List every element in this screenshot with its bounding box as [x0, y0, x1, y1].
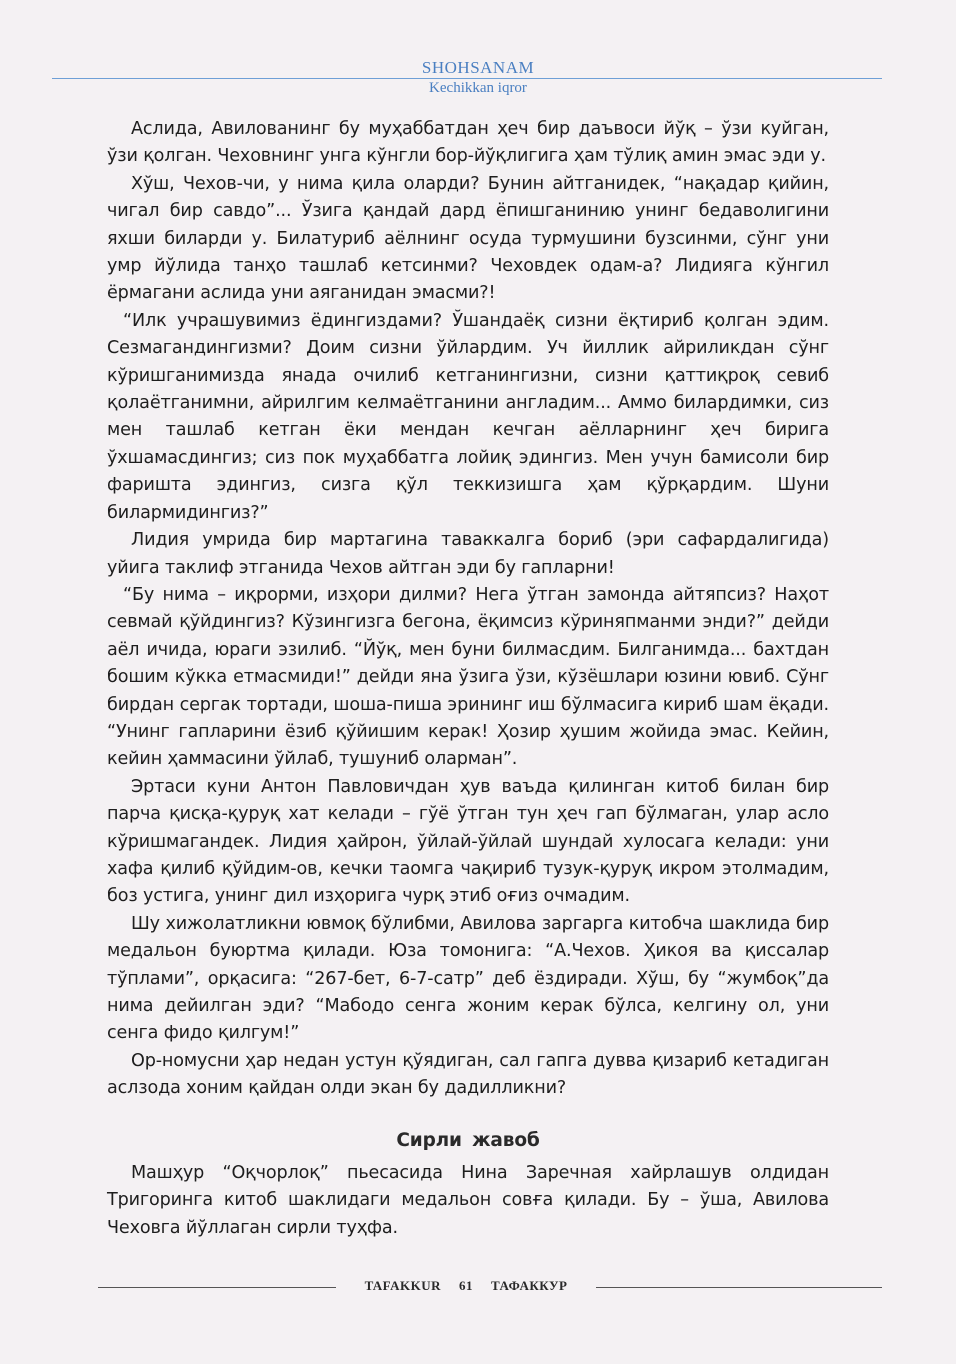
- footer-rule-right: [596, 1287, 882, 1288]
- footer-journal-latin: TAFAKKUR: [364, 1278, 442, 1293]
- article-body: [107, 116, 829, 1242]
- paragraph: “Бу нима – иқрорми, изҳори дилми? Нега ўтган замонда айтяпсиз? Наҳот севмай қўйдингиз? Кўзингизга бегона, ёқимсиз кўриняпманми энди?” дейди аёл ичида, юраги эзилиб. “Йўқ, мен буни билмасдим. Билганимда... бахтдан бошим кўкка етмасмиди!” дейди яна ўзига ўзи, кўзёшлари юзини ювиб. Сўнг бирдан сергак тортади, шоша-пиша эрининг иш бўлмасига кириб шам ёқади. “Унинг гапларини ёзиб қўйишим керак! Ҳозир ҳушим жойида эмас. Кейин, кейин ҳаммасини ўйлаб, тушуниб оларман”.: [107, 584, 829, 770]
- paragraph: Хўш, Чехов-чи, у нима қила оларди? Бунин айтганидек, “нақадар қийин, чигал бир савдо”... Ўзига қандай дард ёпишганинию унинг бедаволигини яхши биларди у. Билатуриб аёлнинг осуда турмушини бузсинми, сўнг уни умр йўлида танҳо ташлаб кетсинми? Чеховдек одам-а? Лидияга кўнгил ёрмагани аслида уни аяганидан эмасми?!: [107, 173, 829, 304]
- paragraph: Эртаси куни Антон Павловичдан ҳув ваъда қилинган китоб билан бир парча қисқа-қуруқ хат келади – гўё ўтган тун ҳеч гап бўлмаган, улар асло кўришмагандек. Лидия ҳайрон, ўйлай-ўйлай шундай хулосага келади: уни хафа қилиб қўйдим-ов, кечки таомга чақириб тузук-қуруқ икром этолмадим, боз устига, унинг дил изҳорига чурқ этиб оғиз очмадим.: [107, 776, 829, 907]
- running-head-title: Kechikkan iqror: [429, 80, 527, 96]
- running-head-author: SHOHSANAM: [421, 58, 535, 77]
- paragraph: Машҳур “Оқчорлоқ” пьесасида Нина Заречная хайрлашув олдидан Тригорингa китоб шаклидаги медальон совға қилади. Бу – ўша, Авилова Чеховга йўллаган сирли туҳфа.: [107, 1163, 829, 1238]
- footer-label: [336, 1278, 596, 1294]
- footer-journal-cyrillic: ТАФАККУР: [491, 1278, 568, 1293]
- page-footer: [0, 1278, 956, 1298]
- page-number: 61: [459, 1278, 474, 1293]
- paragraph: Лидия умрида бир мартагина таваккалга бориб (эри сафардалигида) уйига таклиф этганида Чехов айтган эди бу гапларни!: [107, 530, 829, 578]
- footer-rule-left: [98, 1287, 336, 1288]
- paragraph: Аслида, Авилованинг бу муҳаббатдан ҳеч бир даъвоси йўқ – ўзи куйган, ўзи қолган. Чеховнинг унга кўнгли бор-йўқлигига ҳам тўлиқ амин эмас эди у.: [107, 119, 829, 167]
- header-rule: [52, 78, 882, 79]
- paragraph: Шу хижолатликни ювмоқ бўлибми, Авилова заргарга китобча шаклида бир медальон буюртма қилади. Юза томонига: “А.Чехов. Ҳикоя ва қиссалар тўплами”, орқасига: “267-бет, 6-7-сатр” деб ёздиради. Хўш, бу “жумбоқ”да нима дейилган эди? “Мабодо сенга жоним керак бўлса, келгину ол, уни сенга фидо қилгум!”: [107, 913, 829, 1044]
- paragraph: “Илк учрашувимиз ёдингиздами? Ўшандаёқ сизни ёқтириб қолган эдим. Сезмагандингизми? Доим сизни ўйлардим. Уч йиллик айриликдан сўнг кўришганимизда янада очилиб кетганингизни, сизни қаттиқроқ севиб қолаётганимни, айрилгим келмаётганини англадим... Аммо билардимки, сиз мен ташлаб кетган ёки мендан кечган аёлларнинг ҳеч бирига ўхшамасдингиз; сиз пок муҳаббатга лойиқ эдингиз. Мен учун бамисоли бир фаришта эдингиз, сизга қўл теккизишга ҳам қўрқардим. Шуни билармидингиз?”: [107, 310, 829, 523]
- paragraph: Ор-номусни ҳар недан устун қўядиган, сал гапга дувва қизариб кетадиган аслзода хоним қайдан олди экан бу дадилликни?: [107, 1050, 829, 1099]
- section-title: Сирли жавоб: [396, 1129, 540, 1151]
